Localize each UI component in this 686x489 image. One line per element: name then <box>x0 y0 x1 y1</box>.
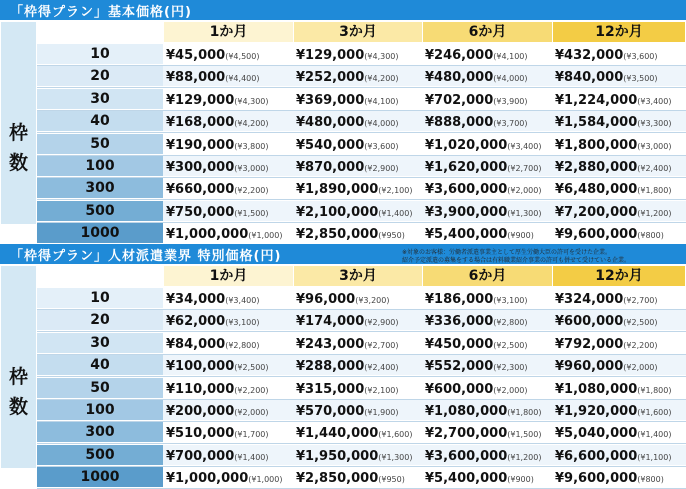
price-total: ¥960,000 <box>555 359 624 375</box>
table-row <box>37 400 686 420</box>
price-cell <box>164 66 295 86</box>
price-cell <box>294 355 424 375</box>
slot-count-label: 10 <box>37 44 163 64</box>
price-cell <box>294 445 424 465</box>
price-per-slot: (¥1,000) <box>248 231 283 241</box>
header-6-month: 6か月 <box>423 22 552 42</box>
price-per-slot: (¥2,800) <box>493 318 528 328</box>
section-title: 「枠得プラン」人材派遣業界 特別価格(円) <box>10 249 282 264</box>
price-per-slot: (¥2,400) <box>364 363 399 373</box>
price-cell <box>164 134 295 154</box>
price-total: ¥2,100,000 <box>296 204 379 220</box>
price-per-slot: (¥4,200) <box>234 119 269 129</box>
price-total: ¥174,000 <box>296 314 365 330</box>
price-cell <box>553 288 686 308</box>
price-total: ¥3,900,000 <box>425 204 508 220</box>
price-cell <box>553 201 686 221</box>
table-row <box>37 333 686 353</box>
price-cell <box>294 201 424 221</box>
price-total: ¥1,000,000 <box>166 471 249 487</box>
price-total: ¥190,000 <box>166 137 235 153</box>
price-total: ¥1,000,000 <box>166 227 249 243</box>
slot-count-label: 40 <box>37 355 163 375</box>
price-cell <box>164 201 295 221</box>
price-total: ¥186,000 <box>425 292 494 307</box>
price-cell <box>294 400 424 420</box>
section-title: 「枠得プラン」基本価格(円) <box>10 5 192 20</box>
table-row <box>37 178 686 198</box>
table-row <box>37 310 686 330</box>
price-per-slot: (¥4,400) <box>225 74 260 84</box>
price-per-slot: (¥900) <box>507 475 534 485</box>
price-total: ¥702,000 <box>425 92 494 108</box>
price-total: ¥700,000 <box>166 448 235 464</box>
price-total: ¥1,020,000 <box>425 137 508 153</box>
price-total: ¥9,600,000 <box>555 227 638 243</box>
price-cell <box>553 445 686 465</box>
price-total: ¥315,000 <box>296 381 365 397</box>
price-cell <box>164 467 295 487</box>
price-total: ¥1,890,000 <box>296 182 379 198</box>
slot-count-label: 1000 <box>37 223 163 243</box>
price-cell <box>423 400 554 420</box>
price-per-slot: (¥3,200) <box>355 296 390 305</box>
side-label-char-2: 数 <box>8 396 28 418</box>
price-total: ¥840,000 <box>555 70 624 86</box>
price-per-slot: (¥1,500) <box>234 208 269 218</box>
price-cell <box>423 223 554 243</box>
price-cell <box>164 288 295 308</box>
price-per-slot: (¥2,000) <box>507 186 542 196</box>
price-cell <box>294 178 424 198</box>
price-cell <box>164 333 295 353</box>
price-cell <box>553 467 686 487</box>
table-row <box>37 44 686 64</box>
side-label-char-1: 枠 <box>8 122 28 144</box>
price-per-slot: (¥3,600) <box>364 141 399 151</box>
price-per-slot: (¥1,000) <box>248 475 283 485</box>
price-total: ¥243,000 <box>296 336 365 352</box>
price-cell <box>423 445 554 465</box>
price-per-slot: (¥2,500) <box>234 363 269 373</box>
price-per-slot: (¥2,500) <box>623 318 658 328</box>
price-per-slot: (¥1,800) <box>507 408 542 417</box>
price-per-slot: (¥3,300) <box>637 119 672 129</box>
price-per-slot: (¥1,800) <box>637 186 672 196</box>
price-cell <box>423 89 554 109</box>
table-row <box>37 467 686 487</box>
price-per-slot: (¥1,300) <box>507 208 542 218</box>
price-total: ¥3,600,000 <box>425 448 508 464</box>
price-per-slot: (¥3,400) <box>637 96 672 106</box>
price-total: ¥1,080,000 <box>555 381 638 397</box>
price-cell <box>294 333 424 353</box>
table-row <box>37 422 686 442</box>
price-total: ¥2,700,000 <box>425 426 508 442</box>
price-total: ¥480,000 <box>296 115 365 131</box>
slot-count-label: 100 <box>37 400 163 420</box>
price-total: ¥9,600,000 <box>555 471 638 487</box>
price-total: ¥5,400,000 <box>425 471 508 487</box>
price-cell <box>423 467 554 487</box>
price-per-slot: (¥1,600) <box>637 408 672 417</box>
price-per-slot: (¥2,000) <box>493 385 528 395</box>
price-cell <box>294 89 424 109</box>
price-total: ¥600,000 <box>555 314 624 330</box>
price-cell <box>553 66 686 86</box>
price-cell <box>553 400 686 420</box>
price-total: ¥300,000 <box>166 160 235 175</box>
side-label-char-2: 数 <box>8 152 28 174</box>
price-total: ¥252,000 <box>296 70 365 86</box>
price-cell <box>294 66 424 86</box>
price-total: ¥450,000 <box>425 336 494 352</box>
price-cell <box>164 223 295 243</box>
price-cell <box>294 111 424 131</box>
price-per-slot: (¥3,600) <box>623 52 658 61</box>
price-total: ¥1,950,000 <box>296 448 379 464</box>
price-total: ¥1,080,000 <box>425 404 508 419</box>
header-1-month: 1か月 <box>164 22 293 42</box>
price-cell <box>423 178 554 198</box>
price-total: ¥7,200,000 <box>555 204 638 220</box>
price-per-slot: (¥4,000) <box>364 119 399 129</box>
header-12-month: 12か月 <box>553 22 685 42</box>
price-cell <box>423 134 554 154</box>
price-cell <box>423 288 554 308</box>
slot-count-label: 100 <box>37 156 163 176</box>
price-per-slot: (¥3,700) <box>493 119 528 129</box>
price-cell <box>164 44 295 64</box>
header-6-month: 6か月 <box>423 266 552 286</box>
price-cell <box>164 422 295 442</box>
price-cell <box>423 310 554 330</box>
price-cell <box>553 223 686 243</box>
price-total: ¥480,000 <box>425 70 494 86</box>
price-cell <box>553 89 686 109</box>
slot-count-label: 300 <box>37 178 163 198</box>
price-total: ¥1,440,000 <box>296 426 379 442</box>
price-cell <box>164 378 295 398</box>
price-cell <box>164 89 295 109</box>
price-total: ¥1,800,000 <box>555 137 638 153</box>
slot-count-label: 1000 <box>37 467 163 487</box>
price-per-slot: (¥3,400) <box>225 296 260 305</box>
price-per-slot: (¥4,000) <box>493 74 528 84</box>
price-cell <box>294 310 424 330</box>
price-per-slot: (¥2,800) <box>225 340 260 350</box>
price-per-slot: (¥1,800) <box>637 385 672 395</box>
price-total: ¥510,000 <box>166 426 235 442</box>
price-per-slot: (¥2,200) <box>234 385 269 395</box>
price-cell <box>553 378 686 398</box>
price-total: ¥6,480,000 <box>555 182 638 198</box>
price-total: ¥100,000 <box>166 359 235 375</box>
price-per-slot: (¥2,000) <box>234 408 269 417</box>
price-per-slot: (¥1,900) <box>364 408 399 417</box>
price-total: ¥200,000 <box>166 404 235 419</box>
price-per-slot: (¥1,400) <box>637 430 672 440</box>
price-per-slot: (¥2,400) <box>637 164 672 173</box>
price-total: ¥84,000 <box>166 336 226 352</box>
price-cell <box>423 333 554 353</box>
price-total: ¥62,000 <box>166 314 226 330</box>
price-total: ¥96,000 <box>296 292 356 307</box>
price-total: ¥324,000 <box>555 292 624 307</box>
price-total: ¥88,000 <box>166 70 226 86</box>
price-per-slot: (¥1,200) <box>637 208 672 218</box>
table-row <box>37 355 686 375</box>
price-total: ¥2,850,000 <box>296 471 379 487</box>
price-total: ¥288,000 <box>296 359 365 375</box>
price-total: ¥1,224,000 <box>555 92 638 108</box>
price-per-slot: (¥4,300) <box>234 96 269 106</box>
price-cell <box>164 355 295 375</box>
header-12-month: 12か月 <box>553 266 685 286</box>
price-per-slot: (¥2,700) <box>623 296 658 305</box>
price-total: ¥168,000 <box>166 115 235 131</box>
table-row <box>37 89 686 109</box>
price-total: ¥792,000 <box>555 336 624 352</box>
price-per-slot: (¥1,500) <box>507 430 542 440</box>
price-cell <box>553 134 686 154</box>
header-1-month: 1か月 <box>164 266 293 286</box>
table-row <box>37 223 686 243</box>
price-total: ¥2,880,000 <box>555 160 638 175</box>
price-per-slot: (¥1,400) <box>234 452 269 462</box>
price-cell <box>294 134 424 154</box>
slot-count-label: 50 <box>37 134 163 154</box>
price-total: ¥870,000 <box>296 160 365 175</box>
price-per-slot: (¥3,000) <box>234 164 269 173</box>
price-per-slot: (¥800) <box>637 475 664 485</box>
price-per-slot: (¥2,100) <box>378 186 413 196</box>
slot-count-label: 20 <box>37 310 163 330</box>
price-cell <box>294 422 424 442</box>
price-total: ¥552,000 <box>425 359 494 375</box>
price-cell <box>294 467 424 487</box>
price-cell <box>294 156 424 176</box>
price-total: ¥6,600,000 <box>555 448 638 464</box>
price-per-slot: (¥1,600) <box>378 430 413 440</box>
price-per-slot: (¥800) <box>637 231 664 241</box>
price-per-slot: (¥950) <box>378 475 405 485</box>
price-cell <box>294 44 424 64</box>
price-cell <box>423 378 554 398</box>
slot-count-label: 30 <box>37 333 163 353</box>
price-total: ¥110,000 <box>166 381 235 397</box>
slot-count-label: 30 <box>37 89 163 109</box>
price-total: ¥570,000 <box>296 404 365 419</box>
price-per-slot: (¥3,900) <box>493 96 528 106</box>
price-cell <box>164 445 295 465</box>
price-cell <box>164 310 295 330</box>
price-per-slot: (¥4,100) <box>364 96 399 106</box>
price-total: ¥5,400,000 <box>425 227 508 243</box>
price-cell <box>553 355 686 375</box>
price-per-slot: (¥4,300) <box>364 52 399 61</box>
price-per-slot: (¥1,200) <box>507 452 542 462</box>
price-total: ¥129,000 <box>296 48 365 63</box>
price-cell <box>294 378 424 398</box>
header-3-month: 3か月 <box>294 22 422 42</box>
price-per-slot: (¥2,900) <box>364 164 399 173</box>
price-cell <box>553 333 686 353</box>
price-total: ¥660,000 <box>166 182 235 198</box>
price-total: ¥369,000 <box>296 92 365 108</box>
price-cell <box>553 156 686 176</box>
price-per-slot: (¥1,400) <box>378 208 413 218</box>
table-row <box>37 378 686 398</box>
price-cell <box>164 178 295 198</box>
price-per-slot: (¥950) <box>378 231 405 241</box>
price-per-slot: (¥2,500) <box>493 340 528 350</box>
price-per-slot: (¥1,300) <box>378 452 413 462</box>
price-cell <box>553 310 686 330</box>
price-per-slot: (¥1,100) <box>637 452 672 462</box>
price-cell <box>423 201 554 221</box>
price-total: ¥336,000 <box>425 314 494 330</box>
price-per-slot: (¥4,100) <box>493 52 528 61</box>
price-total: ¥600,000 <box>425 381 494 397</box>
price-total: ¥1,620,000 <box>425 160 508 175</box>
table-row <box>37 66 686 86</box>
table-row <box>37 111 686 131</box>
price-total: ¥34,000 <box>166 292 226 307</box>
price-total: ¥540,000 <box>296 137 365 153</box>
price-per-slot: (¥4,200) <box>364 74 399 84</box>
table-row <box>37 134 686 154</box>
price-total: ¥750,000 <box>166 204 235 220</box>
price-total: ¥888,000 <box>425 115 494 131</box>
price-per-slot: (¥2,100) <box>364 385 399 395</box>
target-customer-note-2: 紹介予定派遣の募集をする場合は有料職業紹介事業の許可も併せて受けている企業。 <box>402 257 631 264</box>
price-per-slot: (¥2,300) <box>493 363 528 373</box>
price-cell <box>553 44 686 64</box>
price-per-slot: (¥3,800) <box>234 141 269 151</box>
price-per-slot: (¥3,500) <box>623 74 658 84</box>
price-per-slot: (¥3,000) <box>637 141 672 151</box>
price-cell <box>553 111 686 131</box>
price-cell <box>423 111 554 131</box>
slot-count-label: 20 <box>37 66 163 86</box>
slot-count-label: 50 <box>37 378 163 398</box>
price-total: ¥5,040,000 <box>555 426 638 442</box>
price-per-slot: (¥3,100) <box>225 318 260 328</box>
table-row <box>37 445 686 465</box>
table-row <box>37 201 686 221</box>
slot-count-label: 10 <box>37 288 163 308</box>
price-per-slot: (¥2,700) <box>507 164 542 173</box>
slot-count-label: 40 <box>37 111 163 131</box>
price-cell <box>423 66 554 86</box>
price-per-slot: (¥2,900) <box>364 318 399 328</box>
side-label-char-1: 枠 <box>8 366 28 388</box>
price-total: ¥246,000 <box>425 48 494 63</box>
price-cell <box>164 111 295 131</box>
price-per-slot: (¥2,700) <box>364 340 399 350</box>
price-per-slot: (¥1,700) <box>234 430 269 440</box>
price-total: ¥432,000 <box>555 48 624 63</box>
price-cell <box>423 44 554 64</box>
price-per-slot: (¥2,000) <box>623 363 658 373</box>
slot-count-label: 500 <box>37 445 163 465</box>
slot-count-label: 500 <box>37 201 163 221</box>
price-cell <box>294 223 424 243</box>
price-per-slot: (¥3,400) <box>507 141 542 151</box>
price-cell <box>423 422 554 442</box>
price-total: ¥1,584,000 <box>555 115 638 131</box>
price-per-slot: (¥2,200) <box>623 340 658 350</box>
target-customer-note: ※対象のお客様：労働者派遣事業主として厚生労働大臣の許可を受けた企業。 <box>402 249 612 256</box>
price-per-slot: (¥3,100) <box>493 296 528 305</box>
price-cell <box>553 178 686 198</box>
price-per-slot: (¥4,500) <box>225 52 260 61</box>
price-cell <box>294 288 424 308</box>
price-cell <box>423 156 554 176</box>
header-3-month: 3か月 <box>294 266 422 286</box>
price-total: ¥129,000 <box>166 92 235 108</box>
price-total: ¥45,000 <box>166 48 226 63</box>
price-cell <box>164 156 295 176</box>
price-total: ¥3,600,000 <box>425 182 508 198</box>
price-total: ¥2,850,000 <box>296 227 379 243</box>
price-cell <box>164 400 295 420</box>
price-per-slot: (¥900) <box>507 231 534 241</box>
slot-count-label: 300 <box>37 422 163 442</box>
price-cell <box>553 422 686 442</box>
table-row <box>37 156 686 176</box>
price-cell <box>423 355 554 375</box>
price-total: ¥1,920,000 <box>555 404 638 419</box>
table-row <box>37 288 686 308</box>
price-per-slot: (¥2,200) <box>234 186 269 196</box>
section-title-bar <box>0 0 686 20</box>
